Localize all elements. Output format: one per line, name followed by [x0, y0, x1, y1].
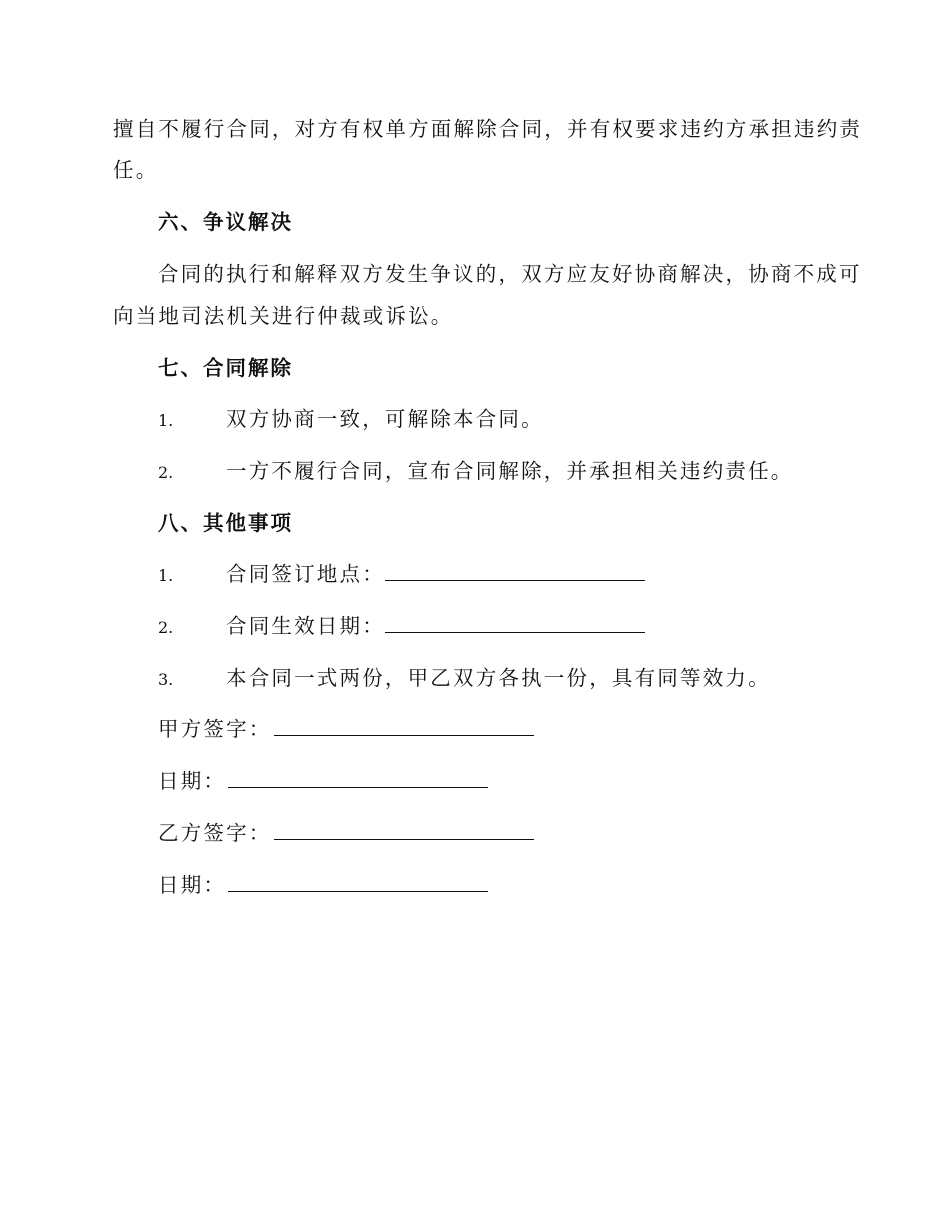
- party-b-signature-blank-line[interactable]: [274, 821, 534, 840]
- section-6-line-1: 合同的执行和解释双方发生争议的，双方应友好协商解决，协商不成可: [158, 262, 862, 286]
- list-item: [158, 561, 645, 589]
- list-item-text: 双方协商一致，可解除本合同。: [226, 407, 544, 431]
- list-item-text: 合同生效日期：: [226, 614, 385, 638]
- paragraph-breach-line-2: 任。: [113, 158, 159, 182]
- section-7-heading: 七、合同解除: [158, 356, 293, 380]
- party-b-date-row: [158, 872, 488, 898]
- list-item: [158, 458, 794, 486]
- paragraph-breach-line-1: 擅自不履行合同，对方有权单方面解除合同，并有权要求违约方承担违约责: [113, 117, 863, 141]
- list-item: [158, 406, 544, 434]
- effective-date-blank-line[interactable]: [385, 614, 645, 633]
- party-a-signature-label: 甲方签字：: [158, 717, 272, 741]
- list-item-number: 2.: [158, 463, 174, 482]
- list-item-number: 3.: [158, 670, 174, 689]
- section-6-line-2: 向当地司法机关进行仲裁或诉讼。: [113, 304, 454, 328]
- list-item-number: 1.: [158, 566, 174, 585]
- party-a-date-row: [158, 768, 488, 794]
- party-b-date-blank-line[interactable]: [228, 873, 488, 892]
- list-item: [158, 613, 645, 641]
- list-item-text: 合同签订地点：: [226, 562, 385, 586]
- party-a-signature-blank-line[interactable]: [274, 717, 534, 736]
- party-b-date-label: 日期：: [158, 873, 227, 897]
- party-b-signature-label: 乙方签字：: [158, 821, 272, 845]
- list-item-number: 1.: [158, 411, 174, 430]
- list-item-number: 2.: [158, 618, 174, 637]
- section-6-heading: 六、争议解决: [158, 210, 293, 234]
- list-item-text: 本合同一式两份，甲乙双方各执一份，具有同等效力。: [226, 666, 771, 690]
- party-a-signature-row: [158, 716, 534, 742]
- list-item: [158, 665, 771, 693]
- signing-place-blank-line[interactable]: [385, 562, 645, 581]
- section-8-heading: 八、其他事项: [158, 511, 293, 535]
- list-item-text: 一方不履行合同，宣布合同解除，并承担相关违约责任。: [226, 459, 794, 483]
- party-a-date-label: 日期：: [158, 769, 227, 793]
- party-b-signature-row: [158, 820, 534, 846]
- party-a-date-blank-line[interactable]: [228, 769, 488, 788]
